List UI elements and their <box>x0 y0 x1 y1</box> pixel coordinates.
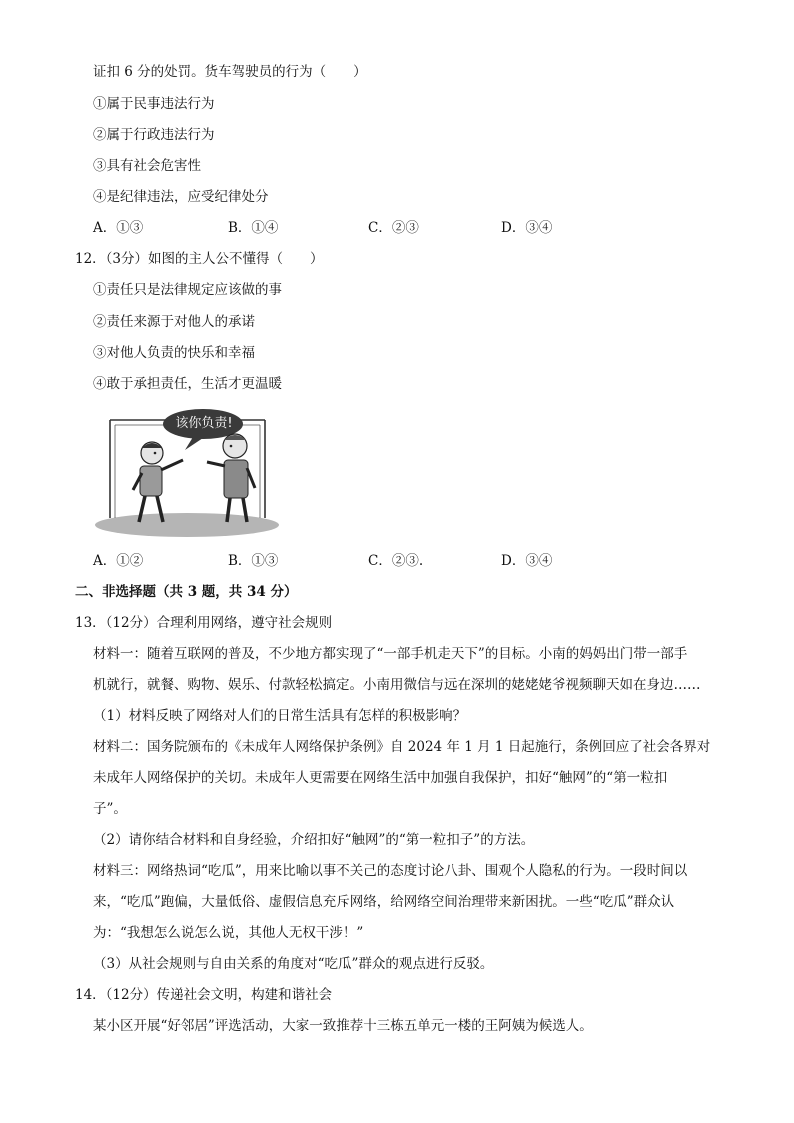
q12-item-1: ①责任只是法律规定应该做的事 <box>93 282 282 298</box>
q12-stem: 12．（3分）如图的主人公不懂得（ ） <box>75 251 324 267</box>
q13-line-5: 未成年人网络保护的关切。未成年人更需要在网络生活中加强自我保护，扣好“触网”的“第一粒扣 <box>93 770 668 786</box>
q11-option-b[interactable]: B．①④ <box>228 220 279 236</box>
q12-option-b[interactable]: B．①③ <box>228 553 279 569</box>
q14-stem: 14．（12分）传递社会文明，构建和谐社会 <box>75 987 333 1003</box>
q11-item-1: ①属于民事违法行为 <box>93 96 215 112</box>
q11-item-3: ③具有社会危害性 <box>93 158 201 174</box>
q12-options <box>93 552 613 570</box>
q13-line-3: （1）材料反映了网络对人们的日常生活具有怎样的积极影响？ <box>93 708 467 724</box>
q12-item-2: ②责任来源于对他人的承诺 <box>93 314 255 330</box>
q12-option-a[interactable]: A．①② <box>93 553 144 569</box>
q13-stem: 13．（12分）合理利用网络，遵守社会规则 <box>75 615 333 631</box>
q13-line-10: 为：“我想怎么说怎么说，其他人无权干涉！” <box>93 925 364 941</box>
q11-options <box>93 219 613 237</box>
q13-line-1: 材料一：随着互联网的普及，不少地方都实现了“一部手机走天下”的目标。小南的妈妈出门带一部手 <box>93 646 688 662</box>
q14-line-1: 某小区开展“好邻居”评选活动，大家一致推荐十三栋五单元一楼的王阿姨为候选人。 <box>93 1018 593 1034</box>
q13-line-7: （2）请你结合材料和自身经验，介绍扣好“触网”的“第一粒扣子”的方法。 <box>93 832 535 848</box>
q12-option-c[interactable]: C．②③. <box>368 553 424 569</box>
cartoon-bubble-text: 该你负责! <box>175 416 233 431</box>
q11-option-a[interactable]: A．①③ <box>93 220 144 236</box>
q13-line-6: 子”。 <box>93 801 127 817</box>
q13-line-11: （3）从社会规则与自由关系的角度对“吃瓜”群众的观点进行反驳。 <box>93 956 494 972</box>
q12-cartoon <box>95 398 280 538</box>
section-heading: 二、非选择题（共 3 题，共 34 分） <box>75 584 298 600</box>
q11-option-d[interactable]: D．③④ <box>501 220 553 236</box>
q13-line-9: 来，“吃瓜”跑偏，大量低俗、虚假信息充斥网络，给网络空间治理带来新困扰。一些“吃瓜”群众认 <box>93 894 675 910</box>
q12-item-4: ④敢于承担责任，生活才更温暖 <box>93 376 282 392</box>
q12-option-d[interactable]: D．③④ <box>501 553 553 569</box>
q11-option-c[interactable]: C．②③ <box>368 220 419 236</box>
q13-line-2: 机就行，就餐、购物、娱乐、付款轻松搞定。小南用微信与远在深圳的姥姥姥爷视频聊天如在身边…… <box>93 677 701 693</box>
q13-line-8: 材料三：网络热词“吃瓜”，用来比喻以事不关己的态度讨论八卦、围观个人隐私的行为。一段时间以 <box>93 863 688 879</box>
q13-line-4: 材料二：国务院颁布的《未成年人网络保护条例》自 2024 年 1 月 1 日起施行，条例回应了社会各界对 <box>93 739 711 755</box>
q11-item-4: ④是纪律违法，应受纪律处分 <box>93 189 269 205</box>
q11-stem-continuation: 证扣 6 分的处罚。货车驾驶员的行为（ ） <box>93 64 367 80</box>
q11-item-2: ②属于行政违法行为 <box>93 127 215 143</box>
q12-item-3: ③对他人负责的快乐和幸福 <box>93 345 255 361</box>
